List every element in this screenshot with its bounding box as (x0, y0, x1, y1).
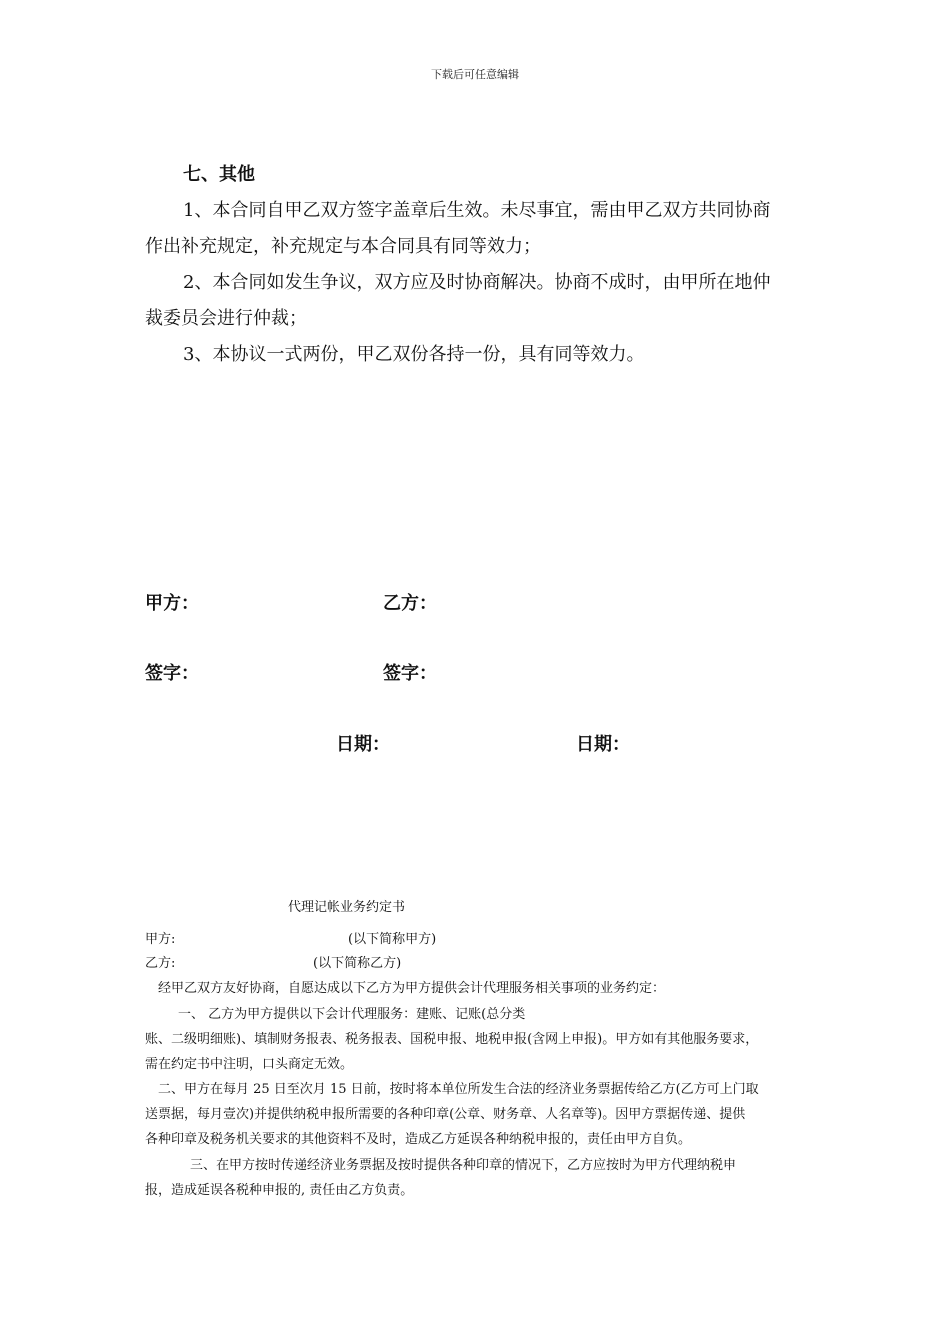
party-b-label: 乙方： (383, 593, 437, 614)
agreement-clause-3-line-1: 三、在甲方按时传递经济业务票据及按时提供各种印章的情况下，乙方应按时为甲方代理纳税申 (190, 1158, 737, 1173)
clause-2-line-2: 裁委员会进行仲裁； (145, 308, 307, 329)
agreement-clause-2-line-3: 各种印章及税务机关要求的其他资料不及时，造成乙方延误各种纳税申报的，责任由甲方自负。 (145, 1132, 692, 1147)
agreement-party-a-label: 甲方: (145, 932, 176, 947)
party-b-date-label: 日期： (576, 734, 630, 755)
clause-3: 3、本协议一式两份，甲乙双份各持一份，具有同等效力。 (183, 344, 645, 365)
party-a-label: 甲方： (145, 593, 199, 614)
agreement-party-b-label: 乙方: (145, 956, 176, 971)
section-title: 七、其他 (183, 164, 255, 185)
party-a-signature-label: 签字： (145, 663, 199, 684)
party-b-signature-label: 签字： (383, 663, 437, 684)
page-header-note: 下载后可任意编辑 (431, 68, 519, 81)
clause-2-line-1: 2、本合同如发生争议，双方应及时协商解决。协商不成时，由甲所在地仲 (183, 272, 771, 293)
party-a-date-label: 日期： (336, 734, 390, 755)
agreement-clause-1-line-3: 需在约定书中注明，口头商定无效。 (145, 1057, 354, 1072)
agreement-clause-1-line-2: 账、二级明细账)、填制财务报表、税务报表、国税申报、地税申报(含网上申报)。甲方如有其他服务要求， (145, 1032, 759, 1047)
clause-1-line-1: 1、本合同自甲乙双方签字盖章后生效。未尽事宜，需由甲乙双方共同协商 (183, 200, 771, 221)
agreement-intro: 经甲乙双方友好协商，自愿达成以下乙方为甲方提供会计代理服务相关事项的业务约定： (158, 981, 666, 996)
clause-1-line-2: 作出补充规定，补充规定与本合同具有同等效力； (145, 236, 541, 257)
agreement-party-b-note: (以下简称乙方) (313, 956, 402, 971)
agreement-clause-3-line-2: 报，造成延误各税种申报的, 责任由乙方负责。 (145, 1183, 414, 1198)
agreement-title: 代理记帐业务约定书 (288, 900, 406, 915)
agreement-clause-2-line-2: 送票据，每月壹次)并提供纳税申报所需要的各种印章(公章、财务章、人名章等)。因甲方票据传递、提供 (145, 1107, 746, 1122)
agreement-party-a-note: (以下简称甲方) (348, 932, 437, 947)
agreement-clause-2-line-1: 二、甲方在每月 25 日至次月 15 日前，按时将本单位所发生合法的经济业务票据传给乙方(乙方可上门取 (158, 1082, 759, 1097)
agreement-clause-1-line-1: 一、 乙方为甲方提供以下会计代理服务：建账、记账(总分类 (178, 1007, 526, 1022)
